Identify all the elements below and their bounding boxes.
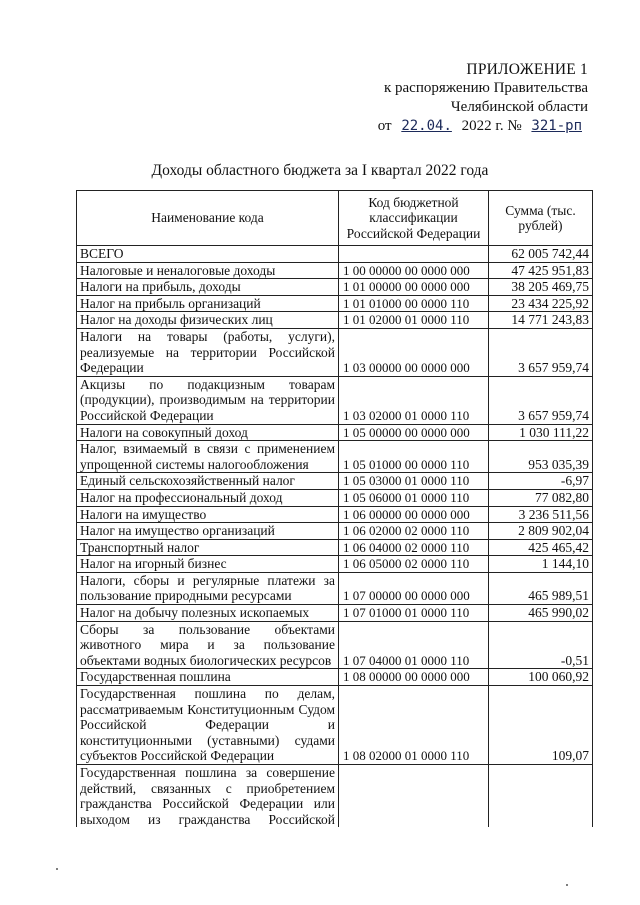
table-row	[77, 262, 593, 279]
row-code	[339, 246, 489, 263]
table-row	[77, 424, 593, 441]
row-sum: 38 205 469,75	[489, 279, 593, 296]
row-name: Единый сельскохозяйственный налог	[77, 473, 339, 490]
row-code: 1 07 01000 01 0000 110	[339, 605, 489, 622]
table-row	[77, 572, 593, 604]
row-code	[339, 765, 489, 828]
row-sum: 109,07	[489, 686, 593, 765]
table-header-row	[77, 191, 593, 246]
row-sum: 3 657 959,74	[489, 376, 593, 424]
row-name: Налог на профессиональный доход	[77, 489, 339, 506]
row-code: 1 06 00000 00 0000 000	[339, 506, 489, 523]
row-code: 1 06 04000 02 0000 110	[339, 539, 489, 556]
row-code: 1 08 02000 01 0000 110	[339, 686, 489, 765]
row-code: 1 05 00000 00 0000 000	[339, 424, 489, 441]
row-name: Государственная пошлина	[77, 669, 339, 686]
row-sum: 425 465,42	[489, 539, 593, 556]
table-row	[77, 523, 593, 540]
document-title: Доходы областного бюджета за I квартал 2022 года	[151, 162, 489, 179]
row-sum: 1 030 111,22	[489, 424, 593, 441]
table-row	[77, 765, 593, 828]
row-sum: 465 989,51	[489, 572, 593, 604]
row-code: 1 03 02000 01 0000 110	[339, 376, 489, 424]
header-name: Наименование кода	[77, 191, 339, 246]
row-sum: 953 035,39	[489, 441, 593, 473]
row-name: Налог, взимаемый в связи с применением упрощенной системы налогообложения	[77, 441, 339, 473]
row-sum: 77 082,80	[489, 489, 593, 506]
row-name: Налог на добычу полезных ископаемых	[77, 605, 339, 622]
date-prefix: от	[377, 118, 392, 134]
row-name: Налог на доходы физических лиц	[77, 312, 339, 329]
table-row	[77, 686, 593, 765]
row-code: 1 01 02000 01 0000 110	[339, 312, 489, 329]
scan-speck	[566, 884, 568, 886]
row-code: 1 03 00000 00 0000 000	[339, 328, 489, 376]
table-row	[77, 539, 593, 556]
row-name: ВСЕГО	[77, 246, 339, 263]
table-row	[77, 246, 593, 263]
table-row	[77, 489, 593, 506]
row-code: 1 07 04000 01 0000 110	[339, 621, 489, 669]
row-sum: 62 005 742,44	[489, 246, 593, 263]
table-row	[77, 605, 593, 622]
doc-number: 321-рп	[531, 118, 582, 134]
row-sum: 2 809 902,04	[489, 523, 593, 540]
row-code: 1 05 03000 01 0000 110	[339, 473, 489, 490]
row-name: Государственная пошлина по делам, рассматриваемым Конституционным Судом Российской Федерации и конституционными (уставными) судами субъектов Российской Федерации	[77, 686, 339, 765]
row-name: Налоги, сборы и регулярные платежи за пользование природными ресурсами	[77, 572, 339, 604]
row-code: 1 06 05000 02 0000 110	[339, 556, 489, 573]
table-row	[77, 669, 593, 686]
row-name: Налоги на совокупный доход	[77, 424, 339, 441]
row-sum: -6,97	[489, 473, 593, 490]
row-name: Налог на имущество организаций	[77, 523, 339, 540]
row-code: 1 08 00000 00 0000 000	[339, 669, 489, 686]
row-sum: 3 657 959,74	[489, 328, 593, 376]
table-row	[77, 376, 593, 424]
date-value: 22.04.	[401, 118, 452, 134]
table-row	[77, 556, 593, 573]
row-code: 1 05 01000 00 0000 110	[339, 441, 489, 473]
row-name: Налог на игорный бизнес	[77, 556, 339, 573]
row-name: Акцизы по подакцизным товарам (продукции), производимым на территории Российской Федерации	[77, 376, 339, 424]
row-code: 1 01 01000 00 0000 110	[339, 295, 489, 312]
row-code: 1 06 02000 02 0000 110	[339, 523, 489, 540]
row-sum: 465 990,02	[489, 605, 593, 622]
header-sum: Сумма (тыс. рублей)	[489, 191, 593, 246]
appendix-header	[288, 60, 588, 136]
row-name: Государственная пошлина за совершение действий, связанных с приобретением гражданства Российской Федерации или выходом из гражданства Российской	[77, 765, 339, 828]
appendix-line-order: к распоряжению Правительства	[383, 80, 588, 96]
row-code: 1 05 06000 01 0000 110	[339, 489, 489, 506]
row-name: Налоги на товары (работы, услуги), реализуемые на территории Российской Федерации	[77, 328, 339, 376]
row-sum: 3 236 511,56	[489, 506, 593, 523]
row-name: Налоги на прибыль, доходы	[77, 279, 339, 296]
row-name: Транспортный налог	[77, 539, 339, 556]
table-row	[77, 621, 593, 669]
row-sum: 47 425 951,83	[489, 262, 593, 279]
appendix-line-region: Челябинской области	[450, 99, 588, 115]
row-sum: 100 060,92	[489, 669, 593, 686]
appendix-title: ПРИЛОЖЕНИЕ 1	[466, 61, 588, 78]
appendix-date-line	[288, 117, 588, 136]
row-name: Налог на прибыль организаций	[77, 295, 339, 312]
row-name: Сборы за пользование объектами животного мира и за пользование объектами водных биологических ресурсов	[77, 621, 339, 669]
table-row	[77, 441, 593, 473]
row-name: Налоги на имущество	[77, 506, 339, 523]
scan-speck	[56, 868, 58, 870]
date-year: 2022 г. №	[461, 118, 522, 134]
table-row	[77, 295, 593, 312]
revenue-table	[76, 190, 593, 827]
table-row	[77, 328, 593, 376]
row-sum: -0,51	[489, 621, 593, 669]
header-code: Код бюджетной классификации Российской Федерации	[339, 191, 489, 246]
row-sum	[489, 765, 593, 828]
row-code: 1 00 00000 00 0000 000	[339, 262, 489, 279]
row-sum: 23 434 225,92	[489, 295, 593, 312]
table-row	[77, 312, 593, 329]
row-sum: 14 771 243,83	[489, 312, 593, 329]
table-row	[77, 473, 593, 490]
row-name: Налоговые и неналоговые доходы	[77, 262, 339, 279]
row-sum: 1 144,10	[489, 556, 593, 573]
table-row	[77, 279, 593, 296]
row-code: 1 01 00000 00 0000 000	[339, 279, 489, 296]
row-code: 1 07 00000 00 0000 000	[339, 572, 489, 604]
table-row	[77, 506, 593, 523]
